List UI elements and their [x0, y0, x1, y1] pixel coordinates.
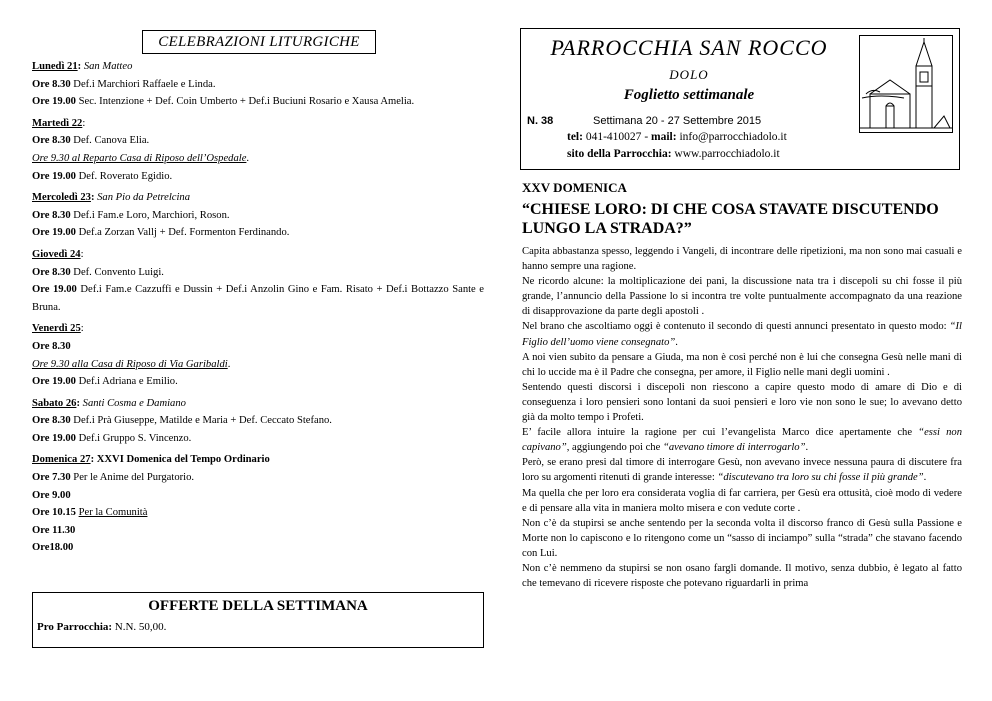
day-block: Domenica 27: XXVI Domenica del Tempo Ordinario Ore 7.30 Per le Anime del Purgatorio. Ore 9.00 Ore 10.15 Per la Comunità Ore 11.30 Ore18.00 [32, 451, 484, 557]
week-range: Settimana 20 - 27 Settembre 2015 [593, 115, 762, 127]
day-saint: Santi Cosma e Damiano [82, 397, 186, 409]
mass-row: Ore 8.30 Def.i Fam.e Loro, Marchiori, Roson. [32, 209, 230, 221]
mass-note: Ore 9.30 al Reparto Casa di Riposo dell’Ospedale. [32, 152, 250, 164]
day-name: Giovedì 24 [32, 248, 81, 260]
mass-row: Ore18.00 [32, 542, 74, 554]
bulletin-subtitle: Foglietto settimanale [623, 87, 755, 103]
article-body [522, 244, 962, 591]
paragraph: Nel brano che ascoltiamo oggi è contenuto il secondo di questi annunci presentato in questo modo: “Il Figlio dell’uomo viene consegnato”. [522, 321, 962, 348]
paragraph: E’ facile allora intuire la ragione per cui l’evangelista Marco dice apertamente che “essi non capivano”, aggiungendo poi che “avevano timore di interrogarlo”. [522, 427, 962, 454]
sunday-label: XXV DOMENICA [522, 180, 627, 195]
day-name: Mercoledì 23 [32, 192, 91, 204]
paragraph: Ma quella che per loro era considerata voglia di far carriera, per Gesù era ottusità, cioè modo di vedere e di pensare alla vita in maniera molto misera e con vedute corte . [522, 487, 962, 514]
mass-row: Ore 11.30 [32, 524, 76, 536]
day-name: Martedì 22 [32, 117, 83, 129]
mass-row: Ore 19.00 Def.i Adriana e Emilio. [32, 376, 178, 388]
day-block: Mercoledì 23: San Pio da Petrelcina Ore 8.30 Def.i Fam.e Loro, Marchiori, Roson. Ore 19.00 Def.a Zorzan Vallj + Def. Formenton Ferdinando. [32, 189, 484, 242]
mass-row: Ore 9.00 [32, 489, 71, 501]
mass-row: Ore 19.00 Def. Roverato Egidio. [32, 170, 173, 182]
mass-row: Ore 10.15 Per la Comunità [32, 507, 148, 519]
day-saint: XXVI Domenica del Tempo Ordinario [96, 454, 270, 466]
mass-row: Ore 19.00 Sec. Intenzione + Def. Coin Umberto + Def.i Buciuni Rosario e Xausa Amelia. [32, 96, 415, 108]
church-drawing-icon [859, 35, 953, 133]
paragraph: Non c’è nemmeno da stupirsi se non osano fargli domande. Il motivo, senza dubbio, è legato al fatto che temevano di ricevere risposte che potevano riguardarli in prima [522, 562, 962, 590]
celebrations-section [32, 30, 484, 557]
paragraph: Ne ricordo alcune: la moltiplicazione dei pani, la discussione nata tra i discepoli su chi fosse il più grande, l’annuncio della Passione lo si incontra tre volte puntualmente accompagnato da una reazione di disapprovazione da parte degli apostoli . [522, 276, 962, 318]
day-name: Domenica 27 [32, 454, 91, 466]
mass-note: Ore 9.30 alla Casa di Riposo di Via Garibaldi. [32, 358, 231, 370]
paragraph: Però, se erano presi dal timore di interrogare Gesù, non avevano invece nessuna paura di discutere fra loro su argomenti ritenuti di grande interesse: “discutevano tra loro su chi fosse il più grande”. [522, 457, 962, 484]
paragraph: A noi vien subito da pensare a Giuda, ma non è così perché non è lui che consegna Gesù nelle mani di chi lo uccide ma è il Padre che consegna, per amore, il Figlio nelle mani degli uomini . [522, 351, 962, 378]
parish-name: PARROCCHIA SAN ROCCO [550, 35, 828, 60]
town-name: DOLO [669, 67, 709, 82]
mass-row: Ore 7.30 Per le Anime del Purgatorio. [32, 472, 195, 484]
article [522, 180, 962, 591]
celebrations-title: CELEBRAZIONI LITURGICHE [142, 30, 376, 54]
contact-line: tel: 041-410027 - mail: info@parrocchiadolo.it [567, 131, 787, 143]
day-name: Venerdì 25 [32, 323, 81, 335]
day-block: Sabato 26: Santi Cosma e Damiano Ore 8.30 Def.i Prà Giuseppe, Matilde e Maria + Def. Ceccato Stefano. Ore 19.00 Def.i Gruppo S. Vincenzo. [32, 395, 484, 448]
offerings-box [32, 592, 484, 648]
mass-row: Ore 19.00 Def.i Fam.e Cazzuffi e Dussin + Def.i Anzolin Gino e Fam. Risato + Def.i Bottazzo Sante e Bruna. [32, 284, 485, 313]
day-block: Venerdì 25: Ore 8.30 Ore 9.30 alla Casa di Riposo di Via Garibaldi. Ore 19.00 Def.i Adriana e Emilio. [32, 320, 484, 390]
website-line: sito della Parrocchia: www.parrocchiadolo.it [567, 148, 780, 160]
offerings-title: OFFERTE DELLA SETTIMANA [148, 598, 368, 614]
paragraph: Capita abbastanza spesso, leggendo i Vangeli, di incontrare delle ripetizioni, ma non sono mai casuali e hanno sempre una ragione. [522, 246, 962, 273]
day-name: Lunedì 21 [32, 61, 78, 72]
day-name: Sabato 26 [32, 397, 77, 409]
day-block: Giovedì 24: Ore 8.30 Def. Convento Luigi. Ore 19.00 Def.i Fam.e Cazzuffi e Dussin + Def.i Anzolin Gino e Fam. Risato + Def.i Bottazzo Sante e Bruna. [32, 246, 484, 316]
mass-row: Ore 8.30 [32, 340, 71, 352]
bulletin-header [520, 28, 960, 170]
article-headline: “CHIESE LORO: DI CHE COSA STAVATE DISCUTENDO LUNGO LA STRADA?” [522, 201, 939, 237]
mass-row: Ore 8.30 Def.i Marchiori Raffaele e Linda. [32, 78, 216, 90]
mass-row: Ore 19.00 Def.i Gruppo S. Vincenzo. [32, 432, 192, 444]
mass-row: Ore 8.30 Def. Convento Luigi. [32, 266, 164, 278]
paragraph: Non c’è da stupirsi se anche sentendo per la seconda volta il discorso franco di Gesù sulla Passione e Morte non lo capiscono e lo ritengono come un “sasso di inciampo” sulla “strada” che stavano facendo con Lui. [522, 517, 962, 559]
day-block: Martedì 22: Ore 8.30 Def. Canova Elia. Ore 9.30 al Reparto Casa di Riposo dell’Ospedale. Ore 19.00 Def. Roverato Egidio. [32, 115, 484, 185]
offerings-line: Pro Parrocchia: N.N. 50,00. [37, 621, 167, 633]
mass-row: Ore 19.00 Def.a Zorzan Vallj + Def. Formenton Ferdinando. [32, 227, 290, 239]
mass-row: Ore 8.30 Def. Canova Elia. [32, 135, 150, 147]
day-saint: San Matteo [83, 61, 133, 72]
day-saint: San Pio da Petrelcina [97, 192, 190, 204]
issue-number: N. 38 [527, 115, 554, 127]
paragraph: Sentendo questi discorsi i discepoli non riescono a capire questo modo di amare di Dio e di conseguenza i loro pensieri sono lontani da suoi pensieri e loro vie non sono le sue; lo avevano detto già da molto tempo i Profeti. [522, 381, 962, 424]
day-block: Lunedì 21: San Matteo Ore 8.30 Def.i Marchiori Raffaele e Linda. Ore 19.00 Sec. Intenzione + Def. Coin Umberto + Def.i Buciuni Rosario e Xausa Amelia. [32, 58, 484, 111]
mass-row: Ore 8.30 Def.i Prà Giuseppe, Matilde e Maria + Def. Ceccato Stefano. [32, 415, 332, 427]
